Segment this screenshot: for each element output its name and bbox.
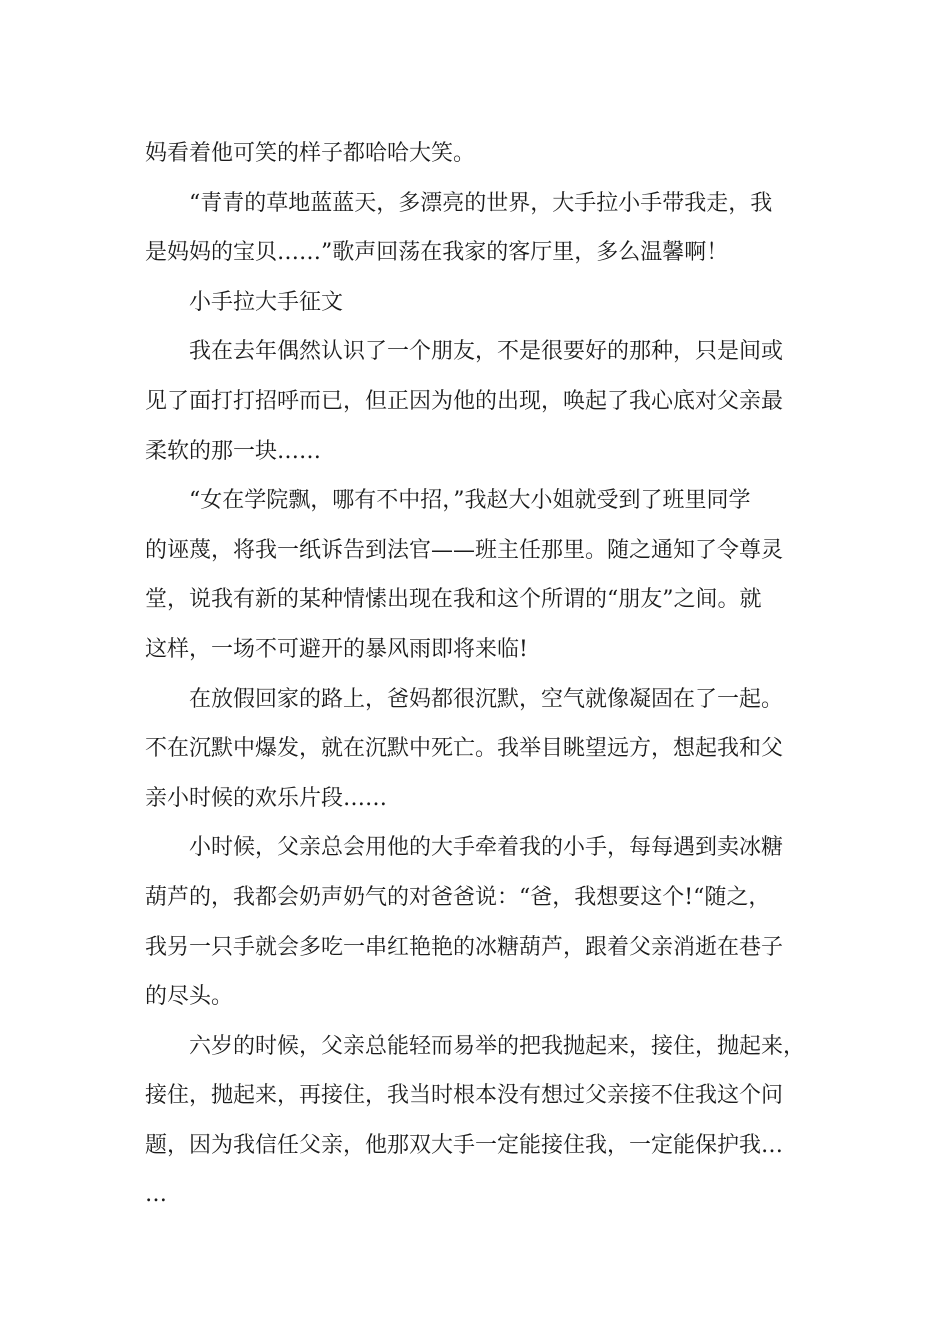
paragraph: [145, 823, 805, 1021]
paragraph-line: 柔软的那一块……: [145, 438, 322, 464]
paragraph-line: 的诬蔑，将我一纸诉告到法官——班主任那里。随之通知了令尊灵: [145, 537, 784, 563]
paragraph-line: 小时候，父亲总会用他的大手牵着我的小手，每每遇到卖冰糖: [189, 835, 784, 861]
paragraph-line: 六岁的时候，父亲总能轻而易举的把我抛起来，接住，抛起来，: [189, 1033, 806, 1059]
document-body: [145, 129, 805, 1220]
paragraph-line: 亲小时候的欢乐片段……: [145, 785, 388, 811]
paragraph-line: 我另一只手就会多吃一串红艳艳的冰糖葫芦，跟着父亲消逝在巷子: [145, 934, 784, 960]
paragraph-line: 见了面打打招呼而已，但正因为他的出现，唤起了我心底对父亲最: [145, 388, 784, 414]
paragraph-line: 题，因为我信任父亲，他那双大手一定能接住我，一定能保护我…: [145, 1132, 784, 1158]
paragraph-line: 堂，说我有新的某种情愫出现在我和这个所谓的“朋友”之间。就: [145, 587, 762, 613]
paragraph-line: …: [145, 1182, 167, 1208]
paragraph-line: 我在去年偶然认识了一个朋友，不是很要好的那种，只是间或: [189, 339, 784, 365]
paragraph: [145, 129, 805, 179]
paragraph-line: “女在学院飘，哪有不中招，”我赵大小姐就受到了班里同学: [189, 488, 751, 514]
paragraph: [145, 278, 805, 328]
paragraph-line: 妈看着他可笑的样子都哈哈大笑。: [145, 141, 476, 166]
paragraph-line: 葫芦的，我都会奶声奶气的对爸爸说：“爸，我想要这个!“随之，: [145, 884, 771, 910]
paragraph: [145, 675, 805, 824]
paragraph-line: 小手拉大手征文: [189, 289, 344, 315]
paragraph: [145, 327, 805, 476]
paragraph-line: 的尽头。: [145, 984, 234, 1010]
paragraph-line: “青青的草地蓝蓝天，多漂亮的世界，大手拉小手带我走，我: [189, 190, 773, 216]
paragraph: [145, 179, 805, 278]
paragraph: [145, 1022, 805, 1220]
paragraph-line: 不在沉默中爆发，就在沉默中死亡。我举目眺望远方，想起我和父: [145, 736, 784, 762]
paragraph-line: 是妈妈的宝贝……”歌声回荡在我家的客厅里，多么温馨啊！: [145, 240, 729, 266]
paragraph-line: 接住，抛起来，再接住，我当时根本没有想过父亲接不住我这个问: [145, 1083, 784, 1109]
paragraph-line: 在放假回家的路上，爸妈都很沉默，空气就像凝固在了一起。: [189, 686, 784, 712]
paragraph: [145, 476, 805, 674]
paragraph-line: 这样，一场不可避开的暴风雨即将来临!: [145, 636, 528, 662]
